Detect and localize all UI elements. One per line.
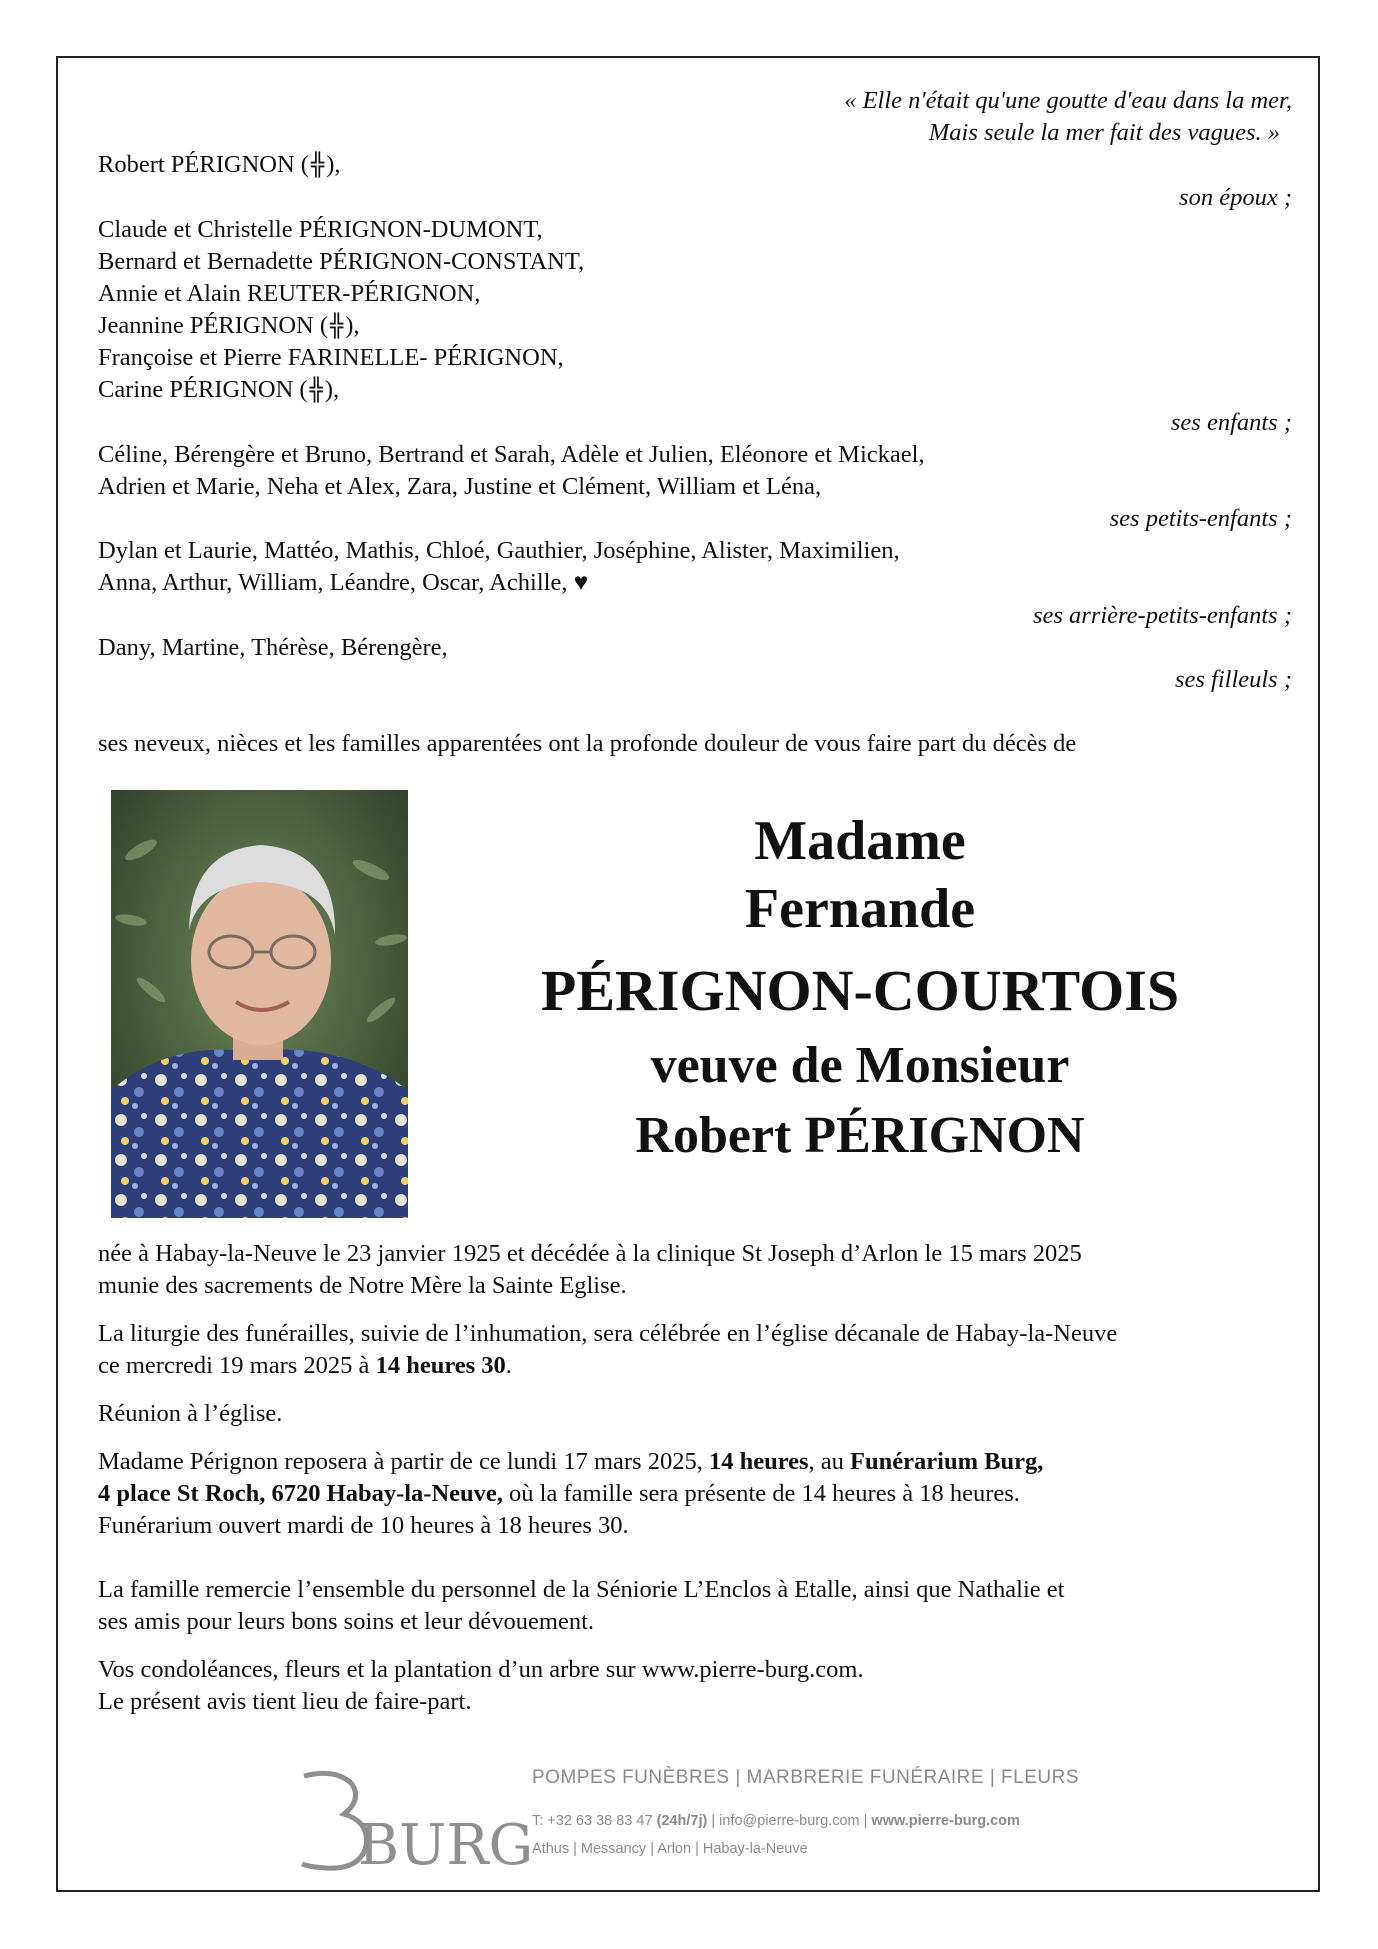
- child-line-5: Françoise et Pierre FARINELLE- PÉRIGNON,: [98, 344, 564, 371]
- grandchildren-line-2: Adrien et Marie, Neha et Alex, Zara, Justine et Clément, William et Léna,: [98, 473, 822, 500]
- great-grandchildren-role: ses arrière-petits-enfants ;: [1032, 602, 1292, 629]
- footer-hours: (24h/7j): [656, 1813, 708, 1829]
- spouse-line: [98, 149, 341, 182]
- burg-logo: [296, 1766, 534, 1878]
- repose-family-hours: où la famille sera présente de 14 heures à 18 heures.: [502, 1480, 1020, 1507]
- footer-locations: Athus | Messancy | Arlon | Habay-la-Neuve: [532, 1841, 808, 1857]
- deceased-title: Madame: [754, 810, 966, 872]
- repose-funerarium: Funérarium Burg,: [850, 1448, 1044, 1475]
- godchildren-role: ses filleuls ;: [1174, 666, 1292, 693]
- quote-line-2: Mais seule la mer fait des vagues. »: [928, 119, 1280, 146]
- repose-at: , au: [808, 1448, 851, 1475]
- spouse-name: Robert PÉRIGNON (: [98, 151, 309, 178]
- closing: ),: [345, 312, 360, 339]
- announcement: ses neveux, nièces et les familles apparentées ont la profonde douleur de vous faire part du décès de: [98, 730, 1077, 757]
- great-grandchildren-line-1: Dylan et Laurie, Mattéo, Mathis, Chloé, Gauthier, Joséphine, Alister, Maximilien,: [98, 537, 900, 564]
- cross-icon: ╬: [309, 378, 323, 403]
- meeting-paragraph: [98, 1398, 282, 1430]
- meeting-line: Réunion à l’église.: [98, 1400, 283, 1427]
- husband-name: Robert PÉRIGNON: [635, 1107, 1085, 1164]
- birth-death-line-1: née à Habay-la-Neuve le 23 janvier 1925 et décédée à la clinique St Joseph d’Arlon le 15 mars 2025: [98, 1240, 1082, 1267]
- child-line-2: Bernard et Bernadette PÉRIGNON-CONSTANT,: [98, 248, 585, 275]
- birth-death-paragraph: [98, 1238, 1082, 1302]
- footer-website: www.pierre-burg.com: [871, 1813, 1020, 1829]
- spouse-role: son époux ;: [1179, 184, 1292, 211]
- cross-icon: ╬: [330, 314, 344, 339]
- footer-email: | info@pierre-burg.com |: [707, 1813, 872, 1829]
- children-role: ses enfants ;: [1170, 409, 1292, 436]
- quote-line-1: « Elle n'était qu'une goutte d'eau dans la mer,: [844, 87, 1292, 114]
- child-line-6: [98, 374, 339, 407]
- great-grandchildren-line-2: Anna, Arthur, William, Léandre, Oscar, Achille, ♥: [98, 569, 589, 596]
- repose-paragraph: [98, 1446, 1043, 1542]
- grandchildren-line-1: Céline, Bérengère et Bruno, Bertrand et Sarah, Adèle et Julien, Eléonore et Mickael,: [98, 441, 925, 468]
- cross-icon: ╬: [310, 153, 325, 178]
- thanks-line-2: ses amis pour leurs bons soins et leur dévouement.: [98, 1608, 595, 1635]
- condolences-line-2: Le présent avis tient lieu de faire-part.: [98, 1688, 472, 1715]
- liturgy-date: ce mercredi 19 mars 2025 à: [98, 1352, 376, 1379]
- thanks-line-1: La famille remercie l’ensemble du personnel de la Séniorie L’Enclos à Etalle, ainsi que Nathalie et: [98, 1576, 1065, 1603]
- condolences-paragraph: [98, 1654, 864, 1718]
- repose-address: 4 place St Roch, 6720 Habay-la-Neuve,: [98, 1480, 503, 1507]
- repose-line-2: [98, 1478, 1043, 1510]
- footer-contact: [532, 1813, 1020, 1829]
- child-line-1: Claude et Christelle PÉRIGNON-DUMONT,: [98, 216, 543, 243]
- deceased-surname: PÉRIGNON-COURTOIS: [540, 958, 1180, 1023]
- liturgy-paragraph: [98, 1318, 1117, 1382]
- repose-line-3: Funérarium ouvert mardi de 10 heures à 18 heures 30.: [98, 1512, 629, 1539]
- child-deceased-name-1: Jeannine PÉRIGNON (: [98, 312, 328, 339]
- closing: ),: [324, 376, 340, 403]
- grandchildren-role: ses petits-enfants ;: [1109, 505, 1292, 532]
- repose-time: 14 heures: [708, 1448, 809, 1475]
- portrait-photo: [111, 790, 408, 1218]
- footer-services: POMPES FUNÈBRES | MARBRERIE FUNÉRAIRE | FLEURS: [532, 1767, 1080, 1788]
- liturgy-time: 14 heures 30: [375, 1352, 506, 1379]
- logo-text: BURG: [358, 1813, 534, 1878]
- thanks-paragraph: [98, 1574, 1064, 1638]
- spouse-end: ),: [326, 151, 341, 178]
- deceased-first-name: Fernande: [744, 878, 976, 940]
- repose-line-1: [98, 1446, 1043, 1478]
- child-line-4: [98, 310, 360, 343]
- liturgy-line-1: La liturgie des funérailles, suivie de l’inhumation, sera célébrée en l’église décanale de Habay-la-Neuve: [98, 1320, 1118, 1347]
- liturgy-line-2: [98, 1350, 1117, 1382]
- birth-death-line-2: munie des sacrements de Notre Mère la Sainte Eglise.: [98, 1272, 627, 1299]
- godchildren-line: Dany, Martine, Thérèse, Bérengère,: [98, 634, 448, 661]
- widow-line: veuve de Monsieur: [650, 1037, 1070, 1094]
- child-deceased-name-2: Carine PÉRIGNON (: [98, 376, 308, 403]
- condolences-line-1: Vos condoléances, fleurs et la plantation d’un arbre sur www.pierre-burg.com.: [98, 1656, 864, 1683]
- child-line-3: Annie et Alain REUTER-PÉRIGNON,: [98, 280, 481, 307]
- liturgy-period: .: [505, 1352, 512, 1379]
- repose-date: Madame Pérignon reposera à partir de ce lundi 17 mars 2025,: [98, 1448, 709, 1475]
- footer-phone: T: +32 63 38 83 47: [532, 1813, 657, 1829]
